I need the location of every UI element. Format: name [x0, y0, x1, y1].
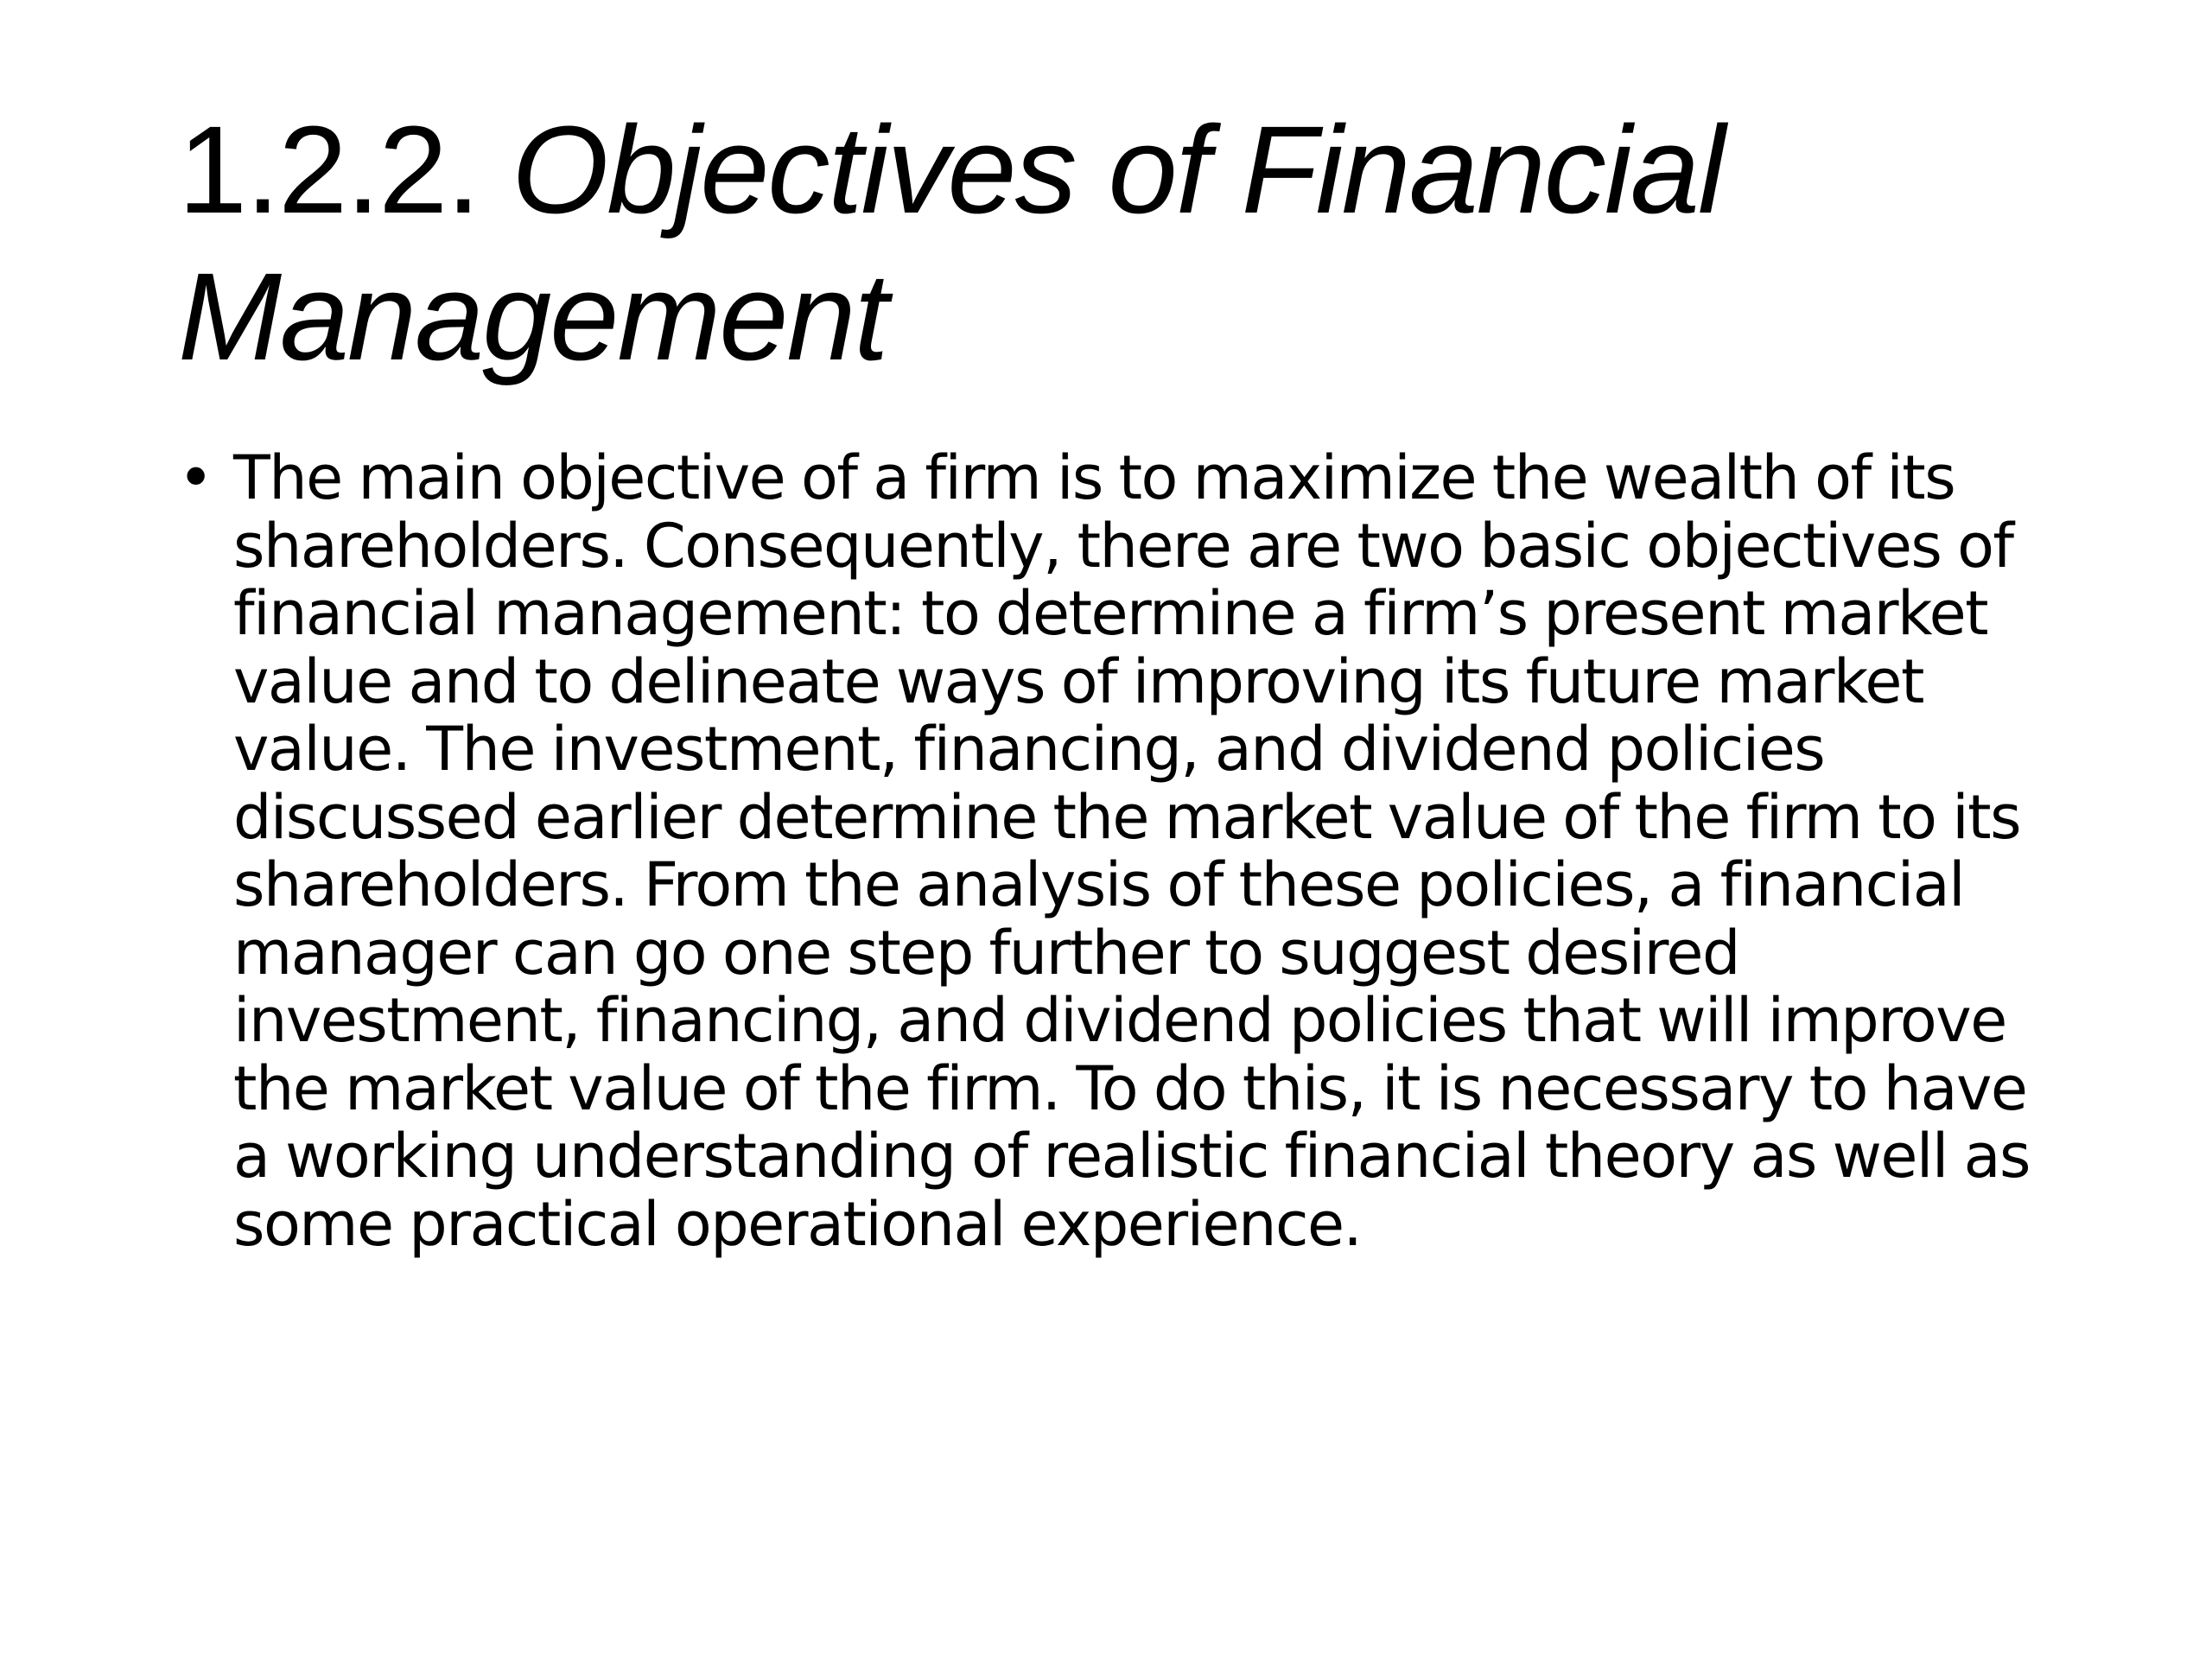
bullet-list: [178, 444, 2053, 1258]
title-number: 1.2.2.: [178, 100, 480, 239]
title-text: Objectives of Financial Management: [178, 100, 1724, 386]
bullet-icon: •: [178, 442, 213, 513]
bullet-item: [178, 444, 2053, 1258]
slide-title: [178, 97, 2079, 391]
bullet-text: The main objective of a firm is to maximize the wealth of its shareholders. Consequently, there are two basic objectives of financial management: to determine a firm’s present market value and to delineate ways of improving its future market value. The investment, financing, and dividend policies discussed earlier determine the market value of the firm to its shareholders. From the analysis of these policies, a financial manager can go one step further to suggest desired investment, financing, and dividend policies that will improve the market value of the firm. To do this, it is necessary to have a working understanding of realistic financial theory as well as some practical operational experience.: [233, 442, 2030, 1260]
